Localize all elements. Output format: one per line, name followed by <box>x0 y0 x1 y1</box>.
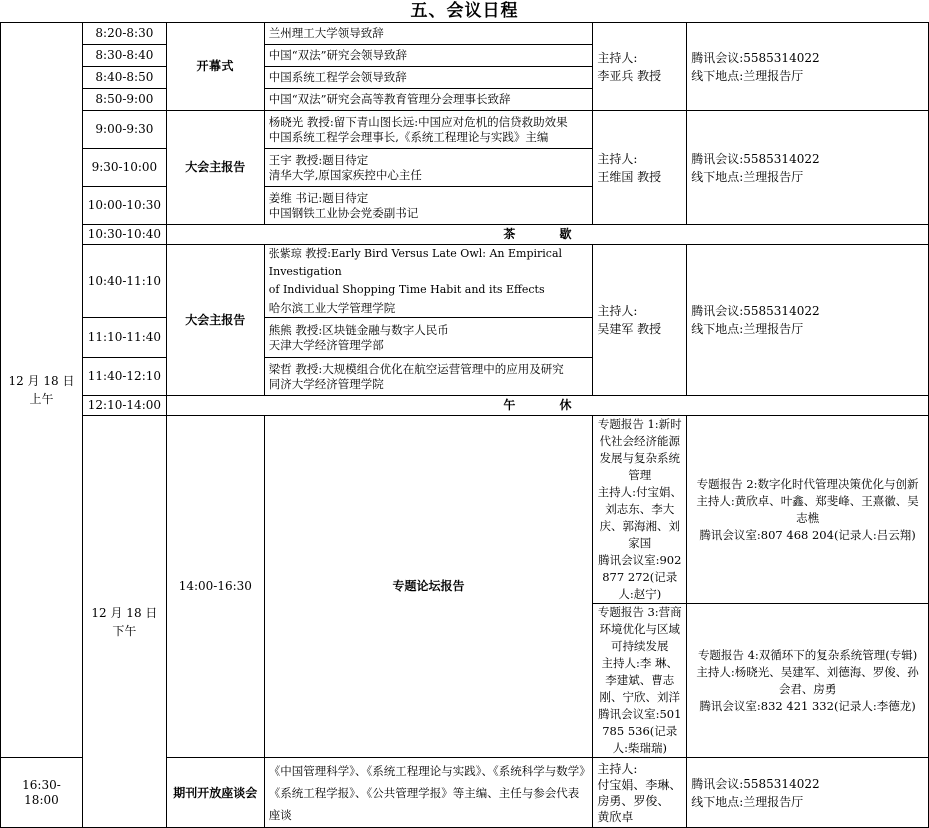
keynote2-host <box>593 245 687 396</box>
host-label: 主持人: <box>597 151 638 166</box>
speaker-line: 王宇 教授:题目待定 <box>268 152 369 167</box>
morning-period: 上午 <box>29 392 54 406</box>
keynote1-session: 大会主报告 <box>166 111 264 225</box>
host-label: 主持人: <box>597 304 638 318</box>
content-cell <box>264 187 593 225</box>
content-cell <box>264 245 593 318</box>
schedule-table <box>0 22 929 828</box>
time-cell: 8:30-8:40 <box>82 45 166 67</box>
report-hosts: 主持人:李 琳、李建斌、曹志刚、宁欣、刘洋 <box>599 656 681 704</box>
report-title: 专题报告 4:双循环下的复杂系统管理(专辑) <box>697 647 918 662</box>
time-cell: 8:50-9:00 <box>82 89 166 111</box>
time-cell: 9:00-9:30 <box>82 111 166 149</box>
time-cell: 10:30-10:40 <box>82 225 166 245</box>
affiliation-line: 哈尔滨工业大学管理学院 <box>268 301 396 315</box>
host-name: 吴建军 教授 <box>597 322 662 336</box>
morning-date: 12 月 18 日 <box>8 374 75 388</box>
time-cell: 10:40-11:10 <box>82 245 166 318</box>
host-name: 付宝娟、李琳、 <box>597 777 682 792</box>
affiliation-line: 中国钢铁工业协会党委副书记 <box>268 205 419 220</box>
host-name: 黄欣卓 <box>597 809 634 824</box>
report-title: 专题报告 2:数字化时代管理决策优化与创新 <box>696 476 919 491</box>
forum-report-4 <box>687 604 929 758</box>
afternoon-period: 下午 <box>112 623 137 638</box>
forum-report-2 <box>687 416 929 604</box>
time-cell: 12:10-14:00 <box>82 396 166 416</box>
journal-line: 《中国管理科学》、《系统工程理论与实践》、《系统科学与数学》 <box>268 763 591 778</box>
speaker-line: 杨晓光 教授:留下青山图长远:中国应对危机的信贷救助效果 <box>268 114 568 129</box>
time-cell: 8:40-8:50 <box>82 67 166 89</box>
content-cell: 中国系统工程学会领导致辞 <box>264 67 593 89</box>
content-cell <box>264 149 593 187</box>
content-cell <box>264 758 593 828</box>
keynote1-row <box>1 111 929 149</box>
afternoon-date: 12 月 18 日 <box>91 605 158 620</box>
keynote1-host <box>593 111 687 225</box>
opening-session: 开幕式 <box>166 23 264 111</box>
speaker-line: 熊熊 教授:区块链金融与数字人民币 <box>268 322 449 337</box>
speaker-line: 张紫琼 教授:Early Bird Versus Late Owl: An Empirical Investigation <box>268 247 563 278</box>
online-meeting: 腾讯会议:5585314022 <box>691 50 820 65</box>
time-cell: 16:30-18:00 <box>1 758 83 828</box>
report-meeting: 腾讯会议室:501 785 536(记录人:柴瑞瑞) <box>598 707 682 755</box>
journal-line: 《系统工程学报》、《公共管理学报》等主编、主任与参会代表座谈 <box>268 785 580 822</box>
time-cell: 11:10-11:40 <box>82 318 166 358</box>
forum-report-3 <box>593 604 687 758</box>
content-cell <box>264 111 593 149</box>
content-cell: 兰州理工大学领导致辞 <box>264 23 593 45</box>
content-cell: 中国“双法”研究会领导致辞 <box>264 45 593 67</box>
offline-location: 线下地点:兰理报告厅 <box>691 794 804 809</box>
affiliation-line: 中国系统工程学会理事长,《系统工程理论与实践》主编 <box>268 129 549 144</box>
keynote2-row <box>1 245 929 318</box>
report-meeting: 腾讯会议室:902 877 272(记录人:赵宁) <box>598 553 682 601</box>
online-meeting: 腾讯会议:5585314022 <box>691 304 820 318</box>
report-title: 专题报告 3:营商环境优化与区域可持续发展 <box>597 605 682 653</box>
report-meeting: 腾讯会议室:807 468 204(记录人:吕云翔) <box>699 527 916 542</box>
keynote2-location <box>687 245 929 396</box>
affiliation-line: 清华大学,原国家疾控中心主任 <box>268 167 422 182</box>
report-title: 专题报告 1:新时代社会经济能源发展与复杂系统管理 <box>597 417 682 482</box>
speaker-line: 姜维 书记:题目待定 <box>268 190 369 205</box>
opening-location <box>687 23 929 111</box>
content-cell <box>264 358 593 396</box>
tea-break-label: 茶 歇 <box>166 225 928 245</box>
tea-break-row <box>1 225 929 245</box>
content-cell: 中国“双法”研究会高等教育管理分会理事长致辞 <box>264 89 593 111</box>
offline-location: 线下地点:兰理报告厅 <box>691 169 804 184</box>
affiliation-line: 同济大学经济管理学院 <box>268 376 384 391</box>
host-label: 主持人: <box>597 50 638 65</box>
host-name: 李亚兵 教授 <box>597 68 662 83</box>
keynote1-location <box>687 111 929 225</box>
host-name: 房勇、罗俊、 <box>597 793 670 808</box>
affiliation-line: 天津大学经济管理学部 <box>268 337 384 352</box>
journal-location <box>687 758 929 828</box>
speaker-line: 梁哲 教授:大规模组合优化在航空运营管理中的应用及研究 <box>268 361 564 376</box>
online-meeting: 腾讯会议:5585314022 <box>691 151 820 166</box>
title-line: of Individual Shopping Time Habit and its Effects <box>268 283 545 296</box>
opening-host <box>593 23 687 111</box>
forum-report-1 <box>593 416 687 604</box>
online-meeting: 腾讯会议:5585314022 <box>691 776 820 791</box>
offline-location: 线下地点:兰理报告厅 <box>691 322 804 336</box>
time-cell: 10:00-10:30 <box>82 187 166 225</box>
morning-date-cell <box>1 23 83 758</box>
time-cell: 14:00-16:30 <box>166 416 264 758</box>
offline-location: 线下地点:兰理报告厅 <box>691 68 804 83</box>
lunch-row <box>1 396 929 416</box>
report-meeting: 腾讯会议室:832 421 332(记录人:李德龙) <box>699 698 916 713</box>
lunch-label: 午 休 <box>166 396 928 416</box>
host-name: 王维国 教授 <box>597 169 662 184</box>
opening-row <box>1 23 929 45</box>
report-hosts: 主持人:付宝娟、刘志东、李大庆、郭海湘、刘家国 <box>597 485 682 550</box>
content-cell <box>264 318 593 358</box>
forum-session: 专题论坛报告 <box>264 416 593 758</box>
journal-session: 期刊开放座谈会 <box>166 758 264 828</box>
page-title: 五、会议日程 <box>410 1 519 21</box>
report-hosts: 主持人:黄欣卓、叶鑫、郑斐峰、王熹徽、吴志樵 <box>696 493 919 525</box>
journal-host <box>593 758 687 828</box>
host-label: 主持人: <box>597 761 638 776</box>
forum-row <box>1 416 929 604</box>
report-hosts: 主持人:杨晓光、吴建军、刘德海、罗俊、孙会君、房勇 <box>696 664 919 696</box>
keynote2-session: 大会主报告 <box>166 245 264 396</box>
afternoon-date-cell <box>82 416 166 828</box>
time-cell: 9:30-10:00 <box>82 149 166 187</box>
time-cell: 8:20-8:30 <box>82 23 166 45</box>
time-cell: 11:40-12:10 <box>82 358 166 396</box>
